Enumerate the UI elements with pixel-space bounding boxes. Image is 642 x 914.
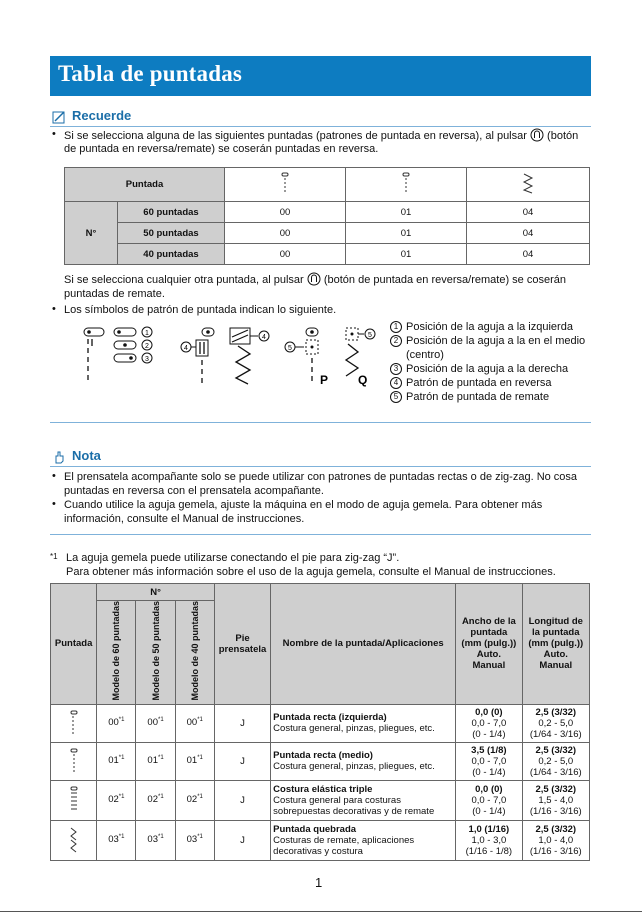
diagram-num-5a: 5	[288, 345, 292, 352]
footnote-line-1: La aguja gemela puede utilizarse conectando el pie para zig-zag “J”.	[66, 552, 400, 564]
bullet: •	[52, 303, 56, 315]
diagram-num-1: 1	[145, 330, 149, 337]
reverse-stitch-table: Puntada N° 60 puntadas 00 01 04 50 puntadas 00 01 04 40 puntadas 00 01 04	[64, 167, 590, 265]
diagram-num-4b: 4	[262, 334, 266, 341]
col-m40: Modelo de 40 puntadas	[175, 601, 214, 705]
col-longitud: Longitud de la puntada (mm (pulg.)) Auto. Manual	[522, 584, 589, 705]
nota-bullet-2-line-1: Cuando utilice la aguja gemela, ajuste la máquina en el modo de aguja gemela. Para obtener más	[64, 499, 543, 511]
stitch-table	[50, 583, 590, 861]
nota-bullet-1-line-2: puntadas en reversa con el prensatela acompañante.	[64, 485, 324, 497]
bullet: •	[52, 128, 56, 140]
reverse-button-icon	[530, 128, 544, 142]
bullet: •	[52, 498, 56, 510]
nota-bullet-2-line-2: información, consulte el Manual de instrucciones.	[64, 513, 305, 525]
diagram-label-p: P	[320, 373, 329, 387]
footnote-mark: *1	[50, 552, 58, 561]
stitch-icon-straight-middle	[51, 742, 97, 780]
page-title-bar	[50, 56, 591, 96]
stitch-icon-triple-stretch	[51, 780, 97, 820]
symbol-legend	[390, 320, 585, 404]
diagram-num-4a: 4	[184, 345, 188, 352]
hand-pointer-icon	[52, 450, 66, 464]
nota-heading: Nota	[50, 448, 591, 467]
legend-item: (centro)	[406, 349, 444, 361]
symbols-intro: Los símbolos de patrón de puntada indican lo siguiente.	[64, 304, 337, 316]
col-m60: Modelo de 60 puntadas	[97, 601, 136, 705]
table-row: 00$^{*1}$ 00$^{*1}$ 00$^{*1}$ J Puntada recta (izquierda) Costura general, pinzas, pliegues, etc. 0,0 (0) 0,0 - 7,0 (0 - 1/4) 2,5 (3/32) 0,2 - 5,0 (1/64 - 3/16)	[51, 704, 590, 742]
table-header-puntada: Puntada	[65, 168, 225, 202]
page-number: 1	[315, 875, 323, 890]
page-title: Tabla de puntadas	[58, 61, 243, 86]
diagram-num-5b: 5	[368, 332, 372, 339]
stitch-icon-zigzag	[467, 168, 590, 202]
section-divider	[50, 422, 591, 423]
section-divider	[50, 534, 591, 535]
recuerde-heading: Recuerde	[50, 108, 591, 127]
table-row: 02$^{*1}$ 02$^{*1}$ 02$^{*1}$ J Costura elástica triple Costura general para costuras sobrepuestas decorativas y de remate 0,0 (0) 0,0 - 7,0 (0 - 1/4) 2,5 (3/32) 1,5 - 4,0 (1/16 - 3/16)	[51, 780, 590, 820]
bottom-border	[0, 911, 642, 912]
stitch-icon-broken	[51, 820, 97, 860]
stitch-symbol-diagram	[78, 322, 378, 392]
after-table-text-1: Si se selecciona cualquier otra puntada, al pulsar (botón de puntada en reversa/remate) se coserán	[64, 274, 566, 286]
recuerde-text-1: Si se selecciona alguna de las siguientes puntadas (patrones de puntada en reversa), al pulsar (botón	[64, 130, 579, 142]
stitch-icon-straight-middle	[346, 168, 467, 202]
table-row: 03$^{*1}$ 03$^{*1}$ 03$^{*1}$ J Puntada quebrada Costuras de remate, aplicaciones decorativas y costura 1,0 (1/16) 1,0 - 3,0 (1/16 - 1/8) 2,5 (3/32) 1,0 - 4,0 (1/16 - 3/16)	[51, 820, 590, 860]
col-puntada: Puntada	[51, 584, 97, 705]
diagram-label-q: Q	[358, 373, 368, 387]
col-no: N°	[97, 584, 215, 601]
legend-item: 2 Posición de la aguja a la en el medio	[390, 334, 585, 348]
legend-item: 1 Posición de la aguja a la izquierda	[390, 320, 585, 334]
footnote-line-2: Para obtener más información sobre el uso de la aguja gemela, consulte el Manual de instrucciones.	[66, 566, 556, 578]
legend-item: 5 Patrón de puntada de remate	[390, 390, 585, 404]
pencil-note-icon	[52, 110, 66, 124]
recuerde-text-2: de puntada en reversa/remate) se coserán puntadas en reversa.	[64, 143, 379, 155]
table-row: 01$^{*1}$ 01$^{*1}$ 01$^{*1}$ J Puntada recta (medio) Costura general, pinzas, pliegues, etc. 3,5 (1/8) 0,0 - 7,0 (0 - 1/4) 2,5 (3/32) 0,2 - 5,0 (1/64 - 3/16)	[51, 742, 590, 780]
diagram-num-3: 3	[145, 356, 149, 363]
col-nombre: Nombre de la puntada/Aplicaciones	[271, 584, 456, 705]
nota-bullet-1-line-1: El prensatela acompañante solo se puede utilizar con patrones de puntadas rectas o de zig-zag. No cosa	[64, 471, 578, 483]
col-m50: Modelo de 50 puntadas	[136, 601, 175, 705]
legend-item: 3 Posición de la aguja a la derecha	[390, 362, 585, 376]
stitch-icon-straight-left	[51, 704, 97, 742]
stitch-icon-straight-left	[225, 168, 346, 202]
bullet: •	[52, 470, 56, 482]
legend-item: 4 Patrón de puntada en reversa	[390, 376, 585, 390]
col-pie: Pie prensatela	[214, 584, 270, 705]
col-ancho: Ancho de la puntada (mm (pulg.)) Auto. Manual	[456, 584, 522, 705]
diagram-num-2: 2	[145, 343, 149, 350]
after-table-text-2: puntadas de remate.	[64, 288, 165, 300]
table-no-label: N°	[65, 202, 118, 265]
reverse-button-icon	[307, 272, 321, 286]
